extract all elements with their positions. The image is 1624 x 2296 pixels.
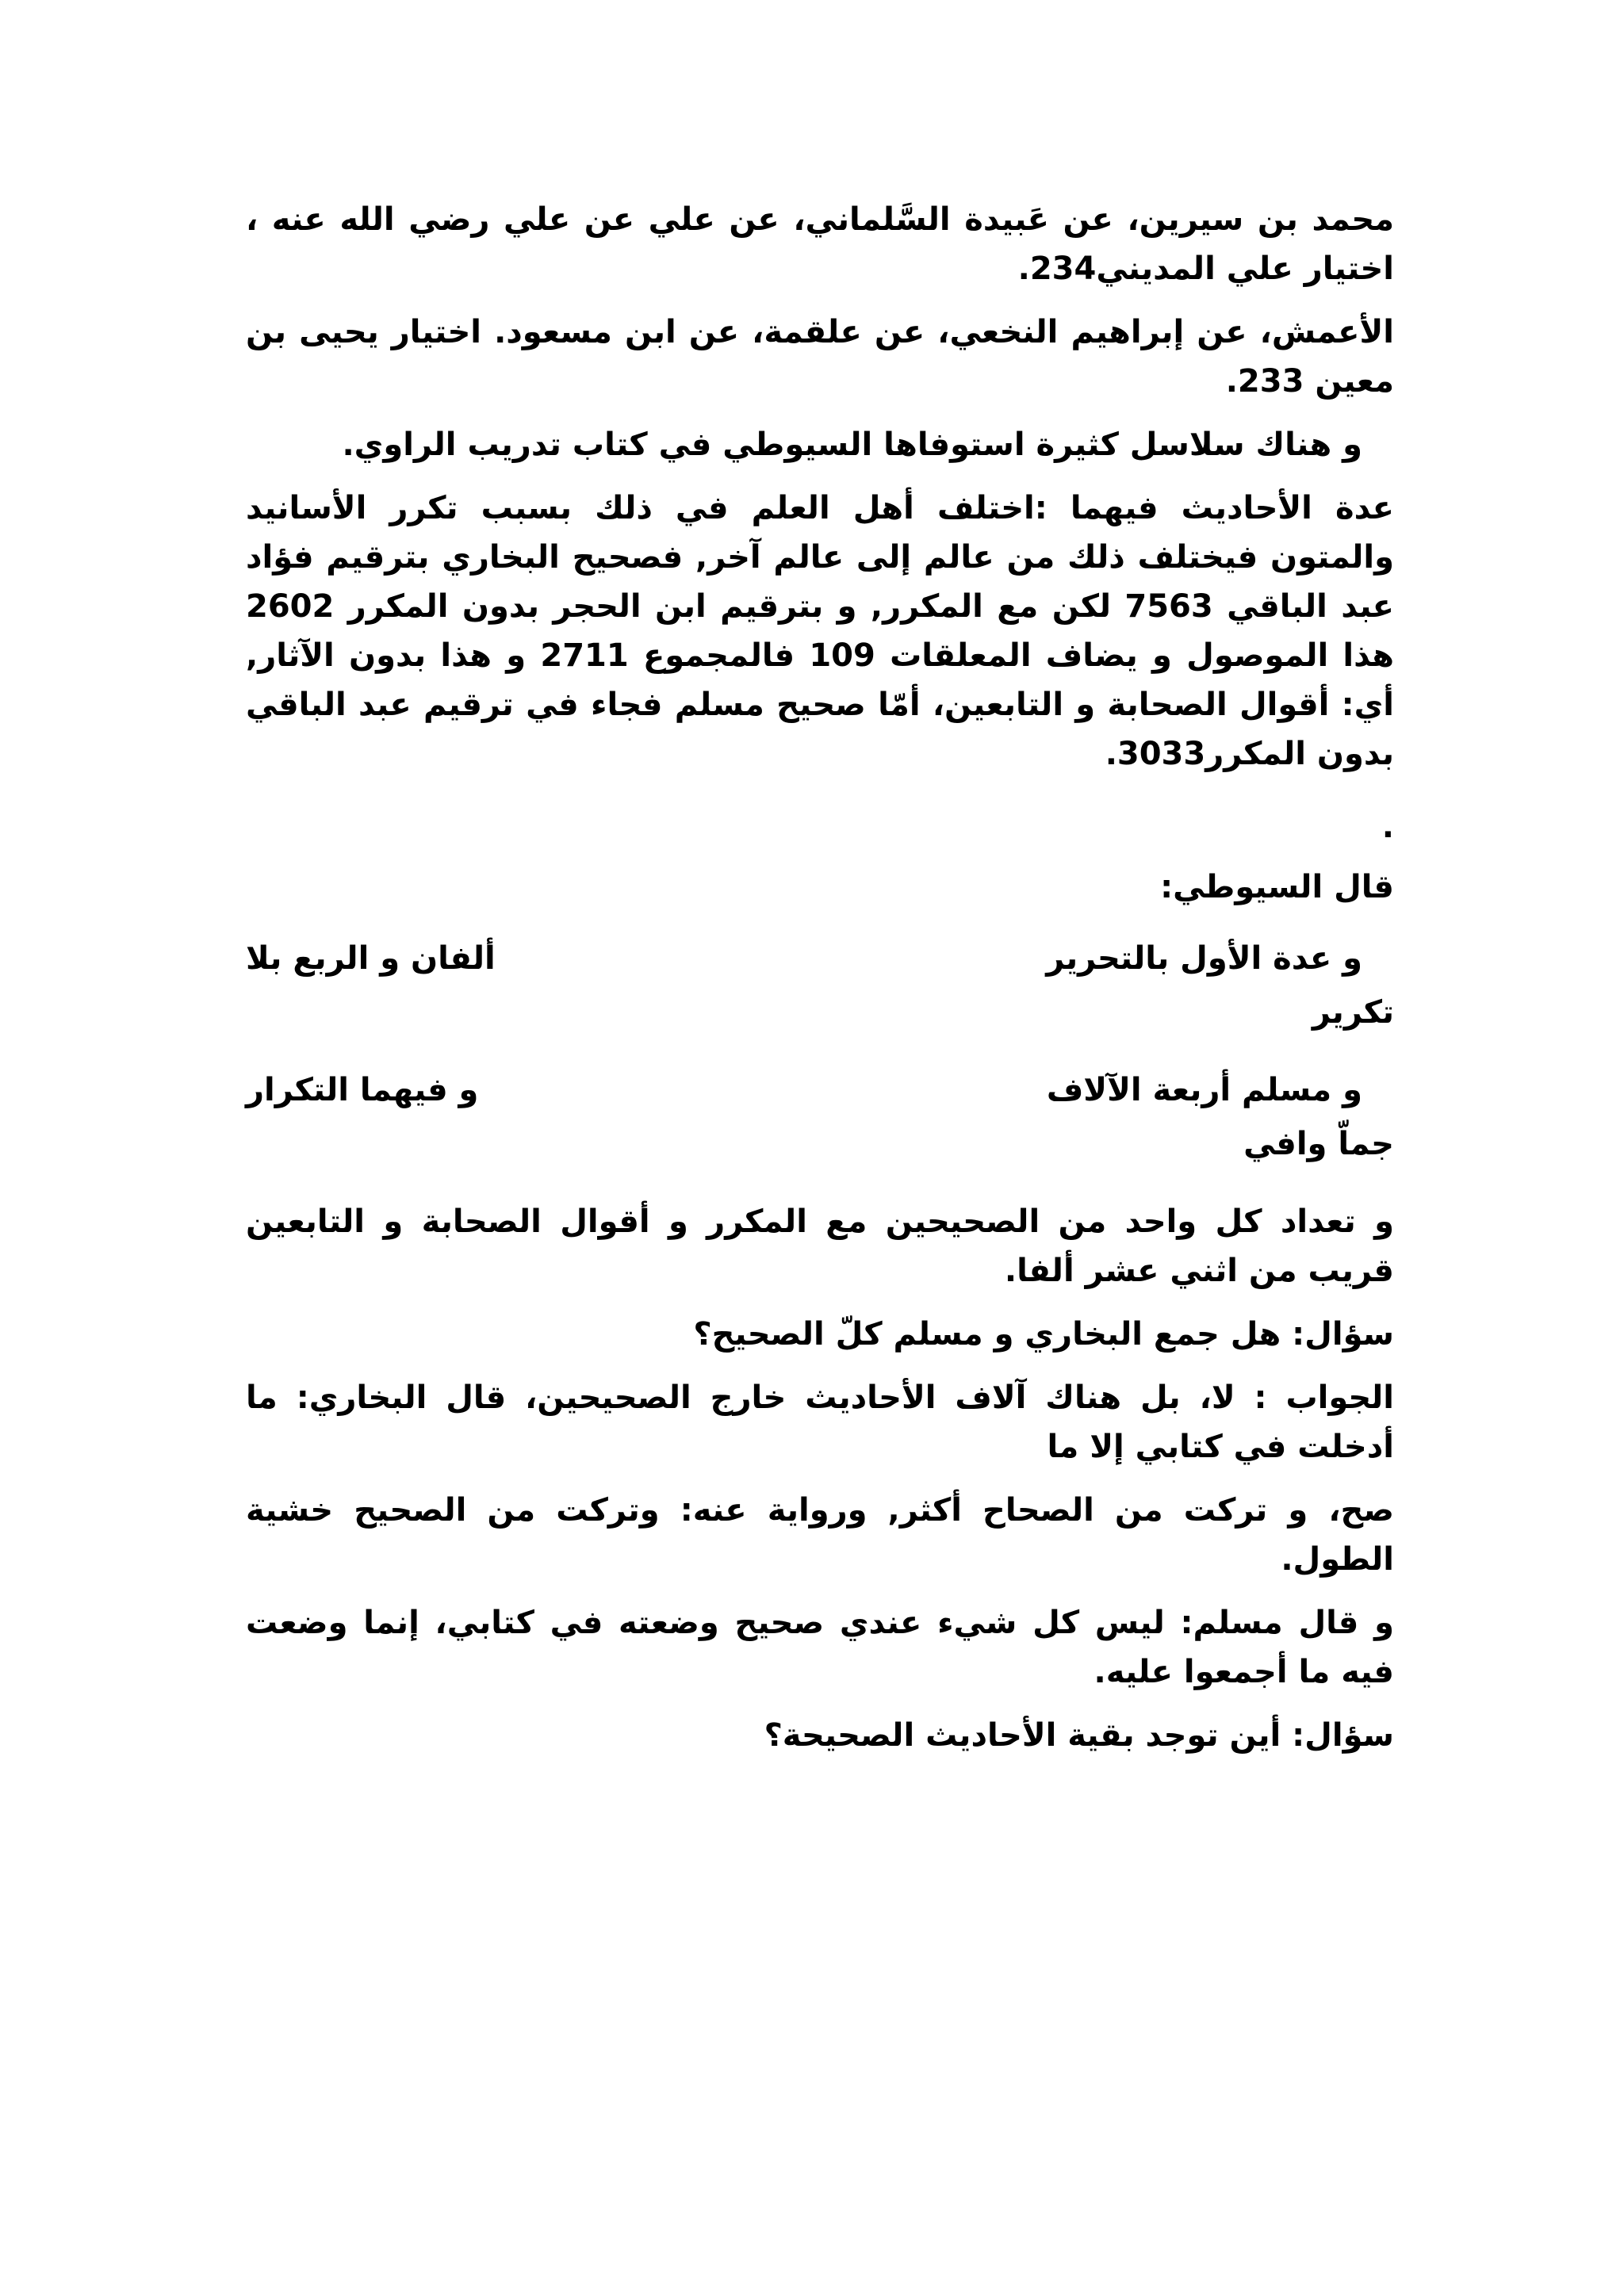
verse-2-first-hemistich: و مسلم أربعة الآلاف [1046, 1072, 1362, 1108]
verse-1-tail: تكرير [1312, 994, 1394, 1031]
verse-2-tail: جماّ وافي [1243, 1126, 1394, 1162]
paragraph-chains-note: و هناك سلاسل كثيرة استوفاها السيوطي في كتاب تدريب الراوي. [342, 427, 1362, 463]
verse-line-2 [246, 1066, 1394, 1115]
verse-1-first-hemistich: و عدة الأول بالتحرير [1046, 940, 1362, 977]
paragraph-total-count: و تعداد كل واحد من الصحيحين مع المكرر و أقوال الصحابة و التابعين قريب من اثني عشر ألفا. [246, 1203, 1394, 1289]
paragraph-chain-2: الأعمش، عن إبراهيم النخعي، عن علقمة، عن ابن مسعود. اختيار يحيى بن معين 233. [246, 314, 1394, 400]
verse-2-second-hemistich: و فيهما التكرار [246, 1072, 479, 1108]
separator-dot: . [1381, 809, 1394, 845]
question-2: سؤال: أين توجد بقية الأحاديث الصحيحة؟ [764, 1717, 1394, 1754]
document-page [246, 195, 1394, 1774]
answer-1: الجواب : لا، بل هناك آلاف الأحاديث خارج الصحيحين، قال البخاري: ما أدخلت في كتابي إلا ما [246, 1380, 1394, 1465]
answer-1-continued: صح، و تركت من الصحاح أكثر, ورواية عنه: وتركت من الصحيح خشية الطول. [246, 1492, 1394, 1578]
verse-line-1 [246, 934, 1394, 983]
muslim-quote: و قال مسلم: ليس كل شيء عندي صحيح وضعته في كتابي، إنما وضعت فيه ما أجمعوا عليه. [246, 1605, 1394, 1690]
verse-1-second-hemistich: ألفان و الربع بلا [246, 940, 496, 977]
paragraph-chain-1: محمد بن سيرين، عن عَبيدة السَّلماني، عن علي عن علي رضي الله عنه ، اختيار علي المديني234. [246, 201, 1394, 287]
question-1: سؤال: هل جمع البخاري و مسلم كلّ الصحيح؟ [693, 1316, 1394, 1353]
paragraph-hadith-count: عدة الأحاديث فيهما :اختلف أهل العلم في ذلك بسبب تكرر الأسانيد والمتون فيختلف ذلك من عالم إلى عالم آخر, فصحيح البخاري بترقيم فؤاد عبد الباقي 7563 لكن مع المكرر, و بترقيم ابن الحجر بدون المكرر 2602 هذا الموصول و يضاف المعلقات 109 فالمجموع 2711 و هذا بدون الآثار, أي: أقوال الصحابة و التابعين، أمّا صحيح مسلم فجاء في ترقيم عبد الباقي بدون المكرر3033. [246, 490, 1394, 772]
suyuti-heading: قال السيوطي: [1160, 869, 1394, 905]
